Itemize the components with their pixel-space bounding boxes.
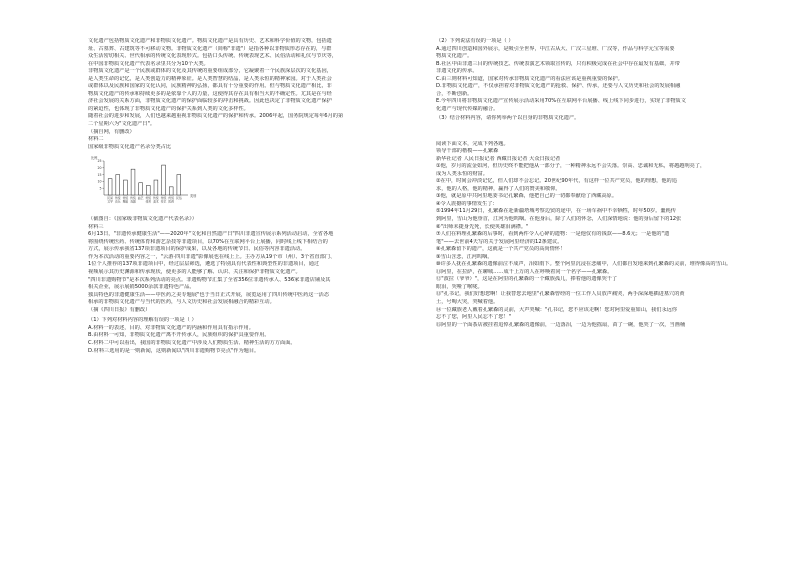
question-2-option-a [436,46,740,61]
bar [131,169,135,195]
x-tick-label: 传统 [168,196,175,201]
text-line: 求，他的人格，他的精神，赢得了人们的赞美和敬仰。 [436,185,561,192]
x-tick-label: 曲艺 [137,196,144,201]
article-byline: 新华社记者 人民日报记者 西藏日报记者 大众日报记者 [436,155,561,162]
article-paragraph-15: ⑮阿里的一个面茶店被挂着追悼孔繁森的遗像前，一边落泪，一边为他摇扇，苗了一碗，他哭了一次，当画桶 [436,321,686,328]
text-line: 文化遗产包括物质文化遗产和非物质文化遗产。物质文化遗产是具有历史、艺术和科学价值的文物，包括遗 [88,38,332,44]
article-paragraph-4: ④令人震撼的事情发生了： [436,200,498,207]
article-paragraph-3: ③他，就是原中共阿里地委书记孔繁森，他把自己的一切都奉献给了西藏高原。 [436,193,618,200]
text-line: 物质文化遗产的传承和持续更多的是依靠个人的力量，这使得其存在具有相当大的不确定性。尤其是在与经 [88,90,332,97]
text-line: E.今年四川将非物质文化遗产宣传展示活动采用70%在互联网平台展播、线上线下同步进行，实现了非物质文 [436,98,686,105]
question-1-option-c: C.材料二中可以看出，我国的非物质文化遗产中涉及人们物质生活、精神生活的方方面面。 [88,339,296,346]
text-line: 相关企业，展示展销5000余款非遗特色产品。 [88,284,195,291]
text-line: 非物质文化遗产是一个民族或群体的文化及其传统的重要组成部分，它凝聚着一个民族深层次的文化基因， [88,68,332,75]
material-one-paragraph-1 [88,38,388,68]
bar [108,179,112,195]
bar [177,175,181,195]
question-3-stem: （3）结合材料内容，请你列举两个以自身的非物质文化遗产。 [436,114,580,121]
chart-svg [88,153,208,215]
left-column [88,38,388,355]
text-line: 相承的非物质文化遗产与当代的医药，与人文历史和社会发展相融合的精彩互动。 [88,299,275,306]
article-paragraph-13 [436,291,740,306]
y-tick-label: 10 [97,179,102,184]
text-line: 济社会发展的关系方面，非物质文化遗产的保护面临较多的冲击和挑战。因此也决定了非物质文化遗产保护 [88,98,332,105]
material-three-paragraph-3 [88,277,388,292]
material-one-paragraph-2 [88,68,388,113]
text-line: ⑫"波拉（爷爷）"，这是在阿里的孔繁森的一个藏族孤儿，捧着他的遗像哭干了 [436,276,618,283]
x-tick-label: 传统 [160,196,167,201]
x-tick-label: 民俗 [176,196,182,201]
question-1-option-a: A.材料一的表述，目的、对非物质文化遗产的内涵和作用具有指示作用。 [88,324,254,331]
text-line: ⑭一位藏族老人戴着孔繁森的灵前，大声哭喊："孔书记，您不应该走啊！您对阿里爱重如山，我们永远你 [436,306,678,313]
article-paragraph-14 [436,307,740,322]
y-axis-label: 比例 [91,156,98,161]
bar [154,180,158,195]
question-2-option-c: C.由三则材料可知道，国家对传承非物质文化遗产的看法应该是重视重要的保护。 [436,75,623,82]
material-three-paragraph-2 [88,254,388,277]
text-line: 视频展示其历史渊源和传承现状，使更多的人能够了解、认识、关注和保护非物质文化遗产。 [88,269,301,276]
article-paragraph-6: ⑥"出师未捷身先死，长使英雄泪满襟。" [436,223,529,230]
article-paragraph-1 [436,163,740,178]
article-paragraph-7 [436,231,740,246]
bar [139,183,143,195]
text-line: ①他，岁月的流金如河，但历史终不能把他从一部分子，一种精神永远不会失落。崇高、忠诚和无私，将越越明亮了， [436,163,706,170]
bar [123,180,127,195]
x-tick-label: 传统 [153,196,159,201]
source-note-2: （截图自：《国家级非物质文化遗产代表名录》） [88,216,197,223]
text-line: 方式，展示传承我省137项非遗项目的保护成果，以及各地的传统节日、民俗等内容非遗活动。 [88,246,306,253]
x-tick-label: 传统 [122,196,129,201]
question-2-option-b [436,61,740,76]
x-tick-label: 传统 [145,196,152,201]
x-tick-label: 戏剧 [130,199,136,204]
text-line: 众生活密切相关、世代相承的传统文化表现形式。包括口头传统、传统表现艺术、民俗活动和礼仪与节庆等， [88,53,338,60]
text-line: 在中国非物质文化遗产代表名录里共分为10个大类。 [88,60,209,67]
text-line: "四川非遗购物节"是本次系列活动的亮点。非遗购物节汇集了全省356位非遗传承人、536家非遗店铺及其 [88,276,331,283]
text-line: 作为本次活动的重要内容之一，"云游·四川非遗"影像展也在线上上。主办方从19个市（州）、3个省直部门、 [88,253,336,260]
material-two-title: 材料二 [88,136,104,143]
bar [116,175,120,195]
text-line: 合，不断创新。 [436,90,473,97]
right-column [436,38,740,329]
article-paragraph-8: ⑧孔繁森留下的遗产，这就是一个共产党员的高尚情怀！ [436,246,566,253]
question-1-option-d: D.材料三选用的是一则新闻，这则新闻以"四川非遗购物节亮点"作为题目。 [88,347,260,354]
x-tick-label: 传统 [114,196,121,201]
bar [162,165,166,195]
text-line: D.非物质文化遗产，不仅承担着对非物质文化遗产的抢救、保护、传承，还要与人文历史和社会的发展相融 [436,83,681,90]
text-line: B.社区中由非遗三目的传统技艺、传统表演艺术领取宣传的，只有积极完成在社会中存在最发有基础，并带 [436,60,680,67]
article-paragraph-5 [436,208,740,223]
text-line: 的紧迫性，也体现了非物质文化遗产的保护关系到人类的文化多样性。 [88,105,249,112]
y-tick-label: 5 [99,186,102,191]
text-line: 土，号啕大哭，哭喊着他。 [436,299,499,305]
text-line: 笔"——去世前4天写的关于发展阿里经济的12条建议。 [436,238,563,245]
reading-intro: 阅读下面文本，完成下列各题。 [436,140,509,147]
text-line: 物质文化遗产。 [436,53,473,60]
material-three-paragraph-1 [88,231,388,254]
material-two-subtitle: 国家级非物质文化遗产名录分类占比 [88,143,172,150]
text-line: 随着社会的进步和发展，人们也越来越重视非物质文化遗产的保护和传承。2006年起，国务院规定每年6月的第 [88,113,344,120]
y-tick-label: 20 [97,166,102,171]
question-2-option-e [436,98,740,113]
article-paragraph-12 [436,276,740,291]
source-note-1: （摘自网，有删改） [88,128,135,135]
answer-space [436,123,740,141]
x-tick-label: 民间 [107,196,113,201]
article-title: 领导干部的楷模——孔繁森 [436,148,499,155]
bar [146,186,150,196]
question-2-stem: （2）下列说法有误的一项是（ ） [436,38,514,44]
x-tick-label: 医药 [168,199,175,204]
text-line: 成为人类永恒的财富。 [436,170,488,177]
x-axis-label: 类别 [190,194,197,199]
x-tick-label: 美术 [153,199,159,204]
material-three-paragraph-4 [88,292,388,307]
article-paragraph-10: ⑩许多人抚在孔繁森的遗像前泣不成声，泪如雨下。整个阿里沉浸在悲痛中，人们都自发地来到孔繁森的灵前，堆得像高的雪山。 [436,261,732,268]
bar [169,187,173,195]
material-three-title: 材料三 [88,223,104,230]
text-line: 是人类生命的记忆，是人类创造力的精神象征。是人类智慧的结晶，是人类永恒的精神家园。对于人类社会 [88,75,332,82]
x-tick-label: 文学 [107,199,113,204]
x-tick-label: 传统 [130,196,136,201]
text-line: 忘不了您，阿里人民忘不了您！" [436,314,512,321]
text-line: 或群体以及民族和国家的文化认同，民族精神的弘扬，都具有十分重要的作用。但与物质文化遗产相比，非 [88,83,332,90]
material-one-paragraph-3 [88,113,388,128]
text-line: 化遗产与现代传媒的融合。 [436,105,499,112]
text-line: 非遗文化的传承。 [436,68,478,75]
question-1-option-b: B.由材料一可知，非物质文化遗产离不开传承人，民族组织的保护具重要作用。 [88,332,270,339]
text-line: 独具特色的非遗健康生活——中医药之美专题展"也于当日正式开展，展览运用了四川传统中医药这一活态 [88,291,330,298]
x-tick-label: 技艺 [160,199,167,204]
category-bar-chart [88,153,208,215]
text-line: ②在中，时间会冲淡记忆，但人们却不会忘记。20世纪90年代，有这样一位共产党员，他的理想，他的追 [436,178,677,185]
question-2-option-d [436,83,740,98]
y-tick-label: 15 [97,173,102,178]
text-line: 到阿里，雪山为他垂首，江河为他呜咽。在他身后，除了人们的怀念，人们深情地说：他的身后留下的12张 [436,215,682,222]
article-paragraph-2 [436,178,740,193]
text-line: 6月13日，"非遗传承健康生活"——2020年"文化和自然遗产日"四川非遗宣传展示系列活动启动，全省各地 [88,231,334,238]
text-line: ⑬"孔书记，我们好想您啊！让我替您去地里"孔繁森曾经的一位工作人员放声痛哭，两手深深地插进墓穴的黄 [436,291,685,298]
text-line: 二个星期六为"文化遗产日"。 [88,121,156,128]
article-paragraph-11 [436,269,740,277]
x-tick-label: 舞蹈 [122,199,129,204]
question-1-stem: （1）下列对材料内容的理解有误的一项是（ ） [88,317,197,324]
article-paragraph-9: ⑨雪山含悲，江河呜咽。 [436,253,493,260]
x-tick-label: 体育 [145,199,152,204]
text-line: A.通过四川创造和国外展示，是吸引全世界，中江古从大、广汉三星堆、广汉等，作品与科学元宝等需要 [436,45,675,52]
text-line: 址、古墓葬、古建筑等不可移动文物。非物质文化遗产（简称"非遗"）是指各种以非物质形态存在的，与群 [88,45,332,52]
text-line: ⑪阿里，在拉萨，在聊城……成千上万的人在呼唤着同一个名字——孔繁森。 [436,268,613,275]
text-line: 眼泪，哭哑了喉咙。 [436,283,483,290]
text-line: 1位个人推荐的137项非遗项目中，经过层层筛选，遴选了特别具有代表性和典型性的非遗项目，通过 [88,261,320,268]
text-line: ⑦人们在料理孔繁森的后事时，看到两件令人心碎的遗物：一是他仅有的钱款——8.6元；一是他的"遗 [436,231,670,238]
source-note-3: （摘《四川日报》有删改） [88,306,151,313]
x-tick-label: 音乐 [114,199,121,204]
text-line: 将围绕传统医药、传统体育和游艺杂技等非遗项目，以70%在互联网平台上展播，同时线上线下相结合的 [88,238,328,245]
text-line: ⑤1994年11月29日，孔繁森在赴新疆塔城考察边贸的途中，在一场车祸中不幸牺牲，时年50岁。噩耗传 [436,208,676,215]
y-tick-label: 25 [97,159,102,164]
